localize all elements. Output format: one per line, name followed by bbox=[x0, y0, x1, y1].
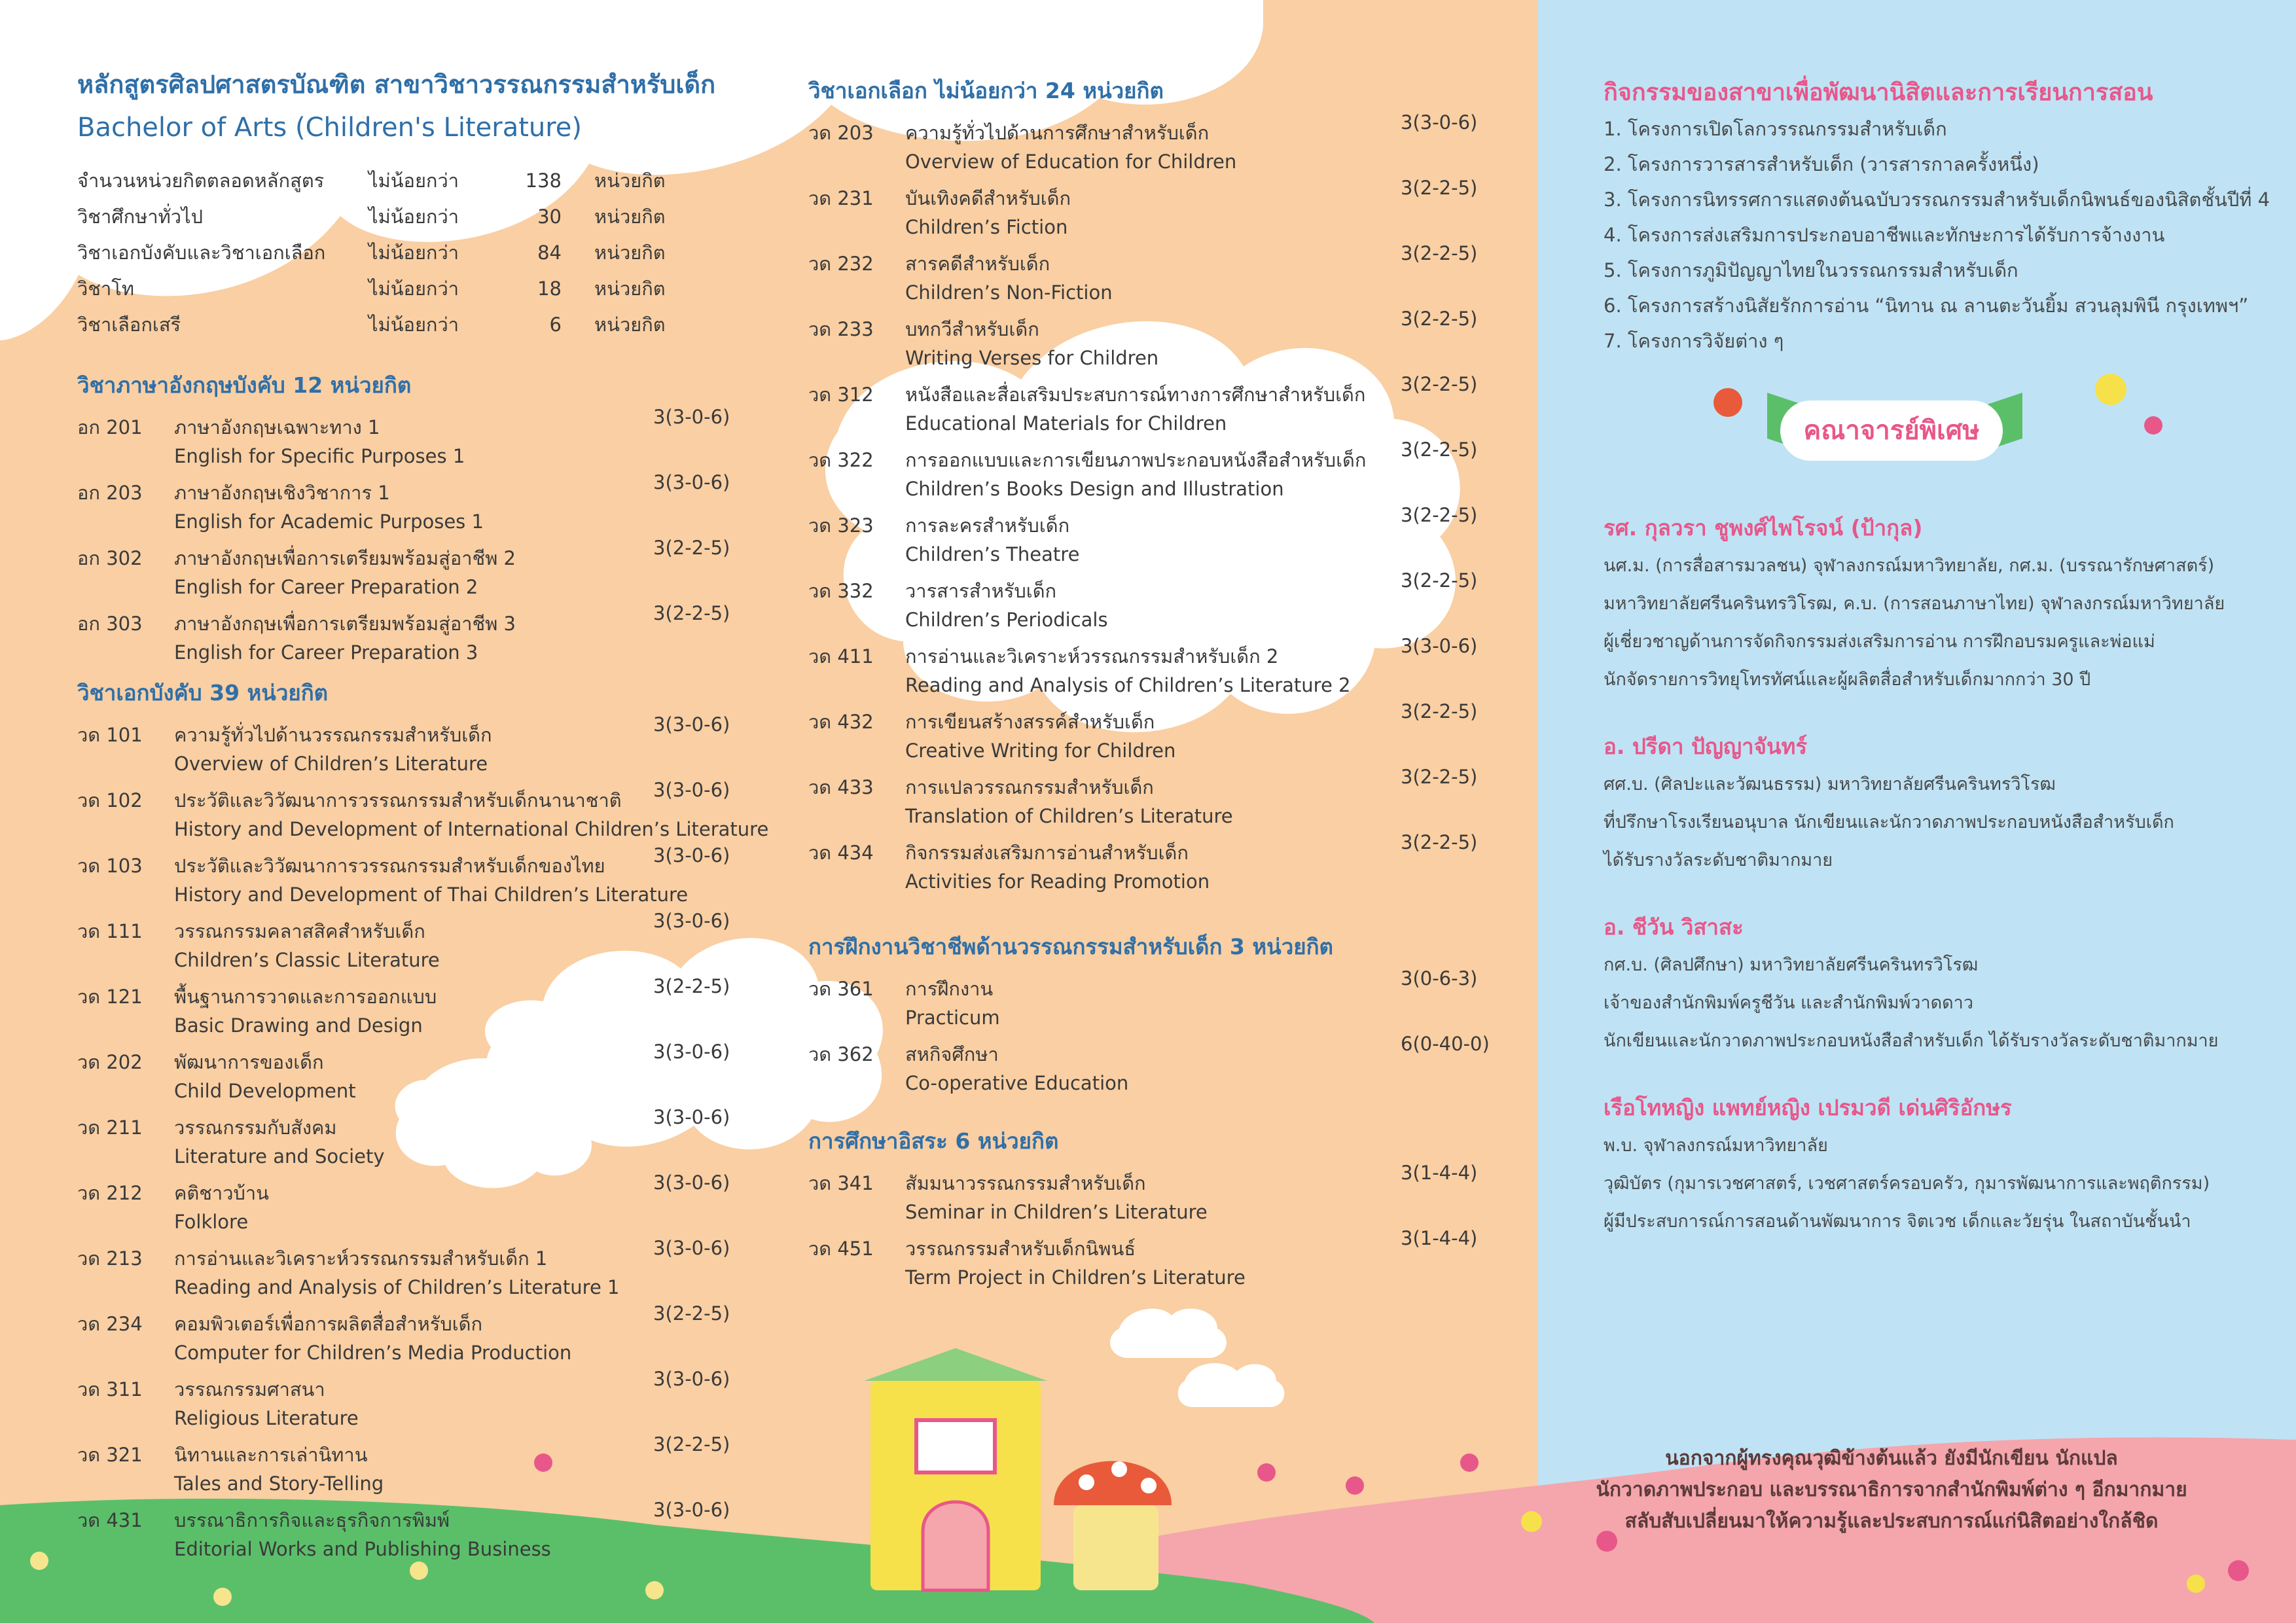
course-credit: 3(2-2-5) bbox=[1401, 569, 1478, 592]
course-row bbox=[77, 471, 730, 537]
course-code: อก 302 bbox=[77, 547, 143, 569]
lecturer-card bbox=[1604, 729, 2225, 883]
course-code: วด 432 bbox=[808, 711, 874, 733]
special-lecturers-title: คณาจารย์พิเศษ bbox=[1803, 416, 1980, 446]
course-name-english: Translation of Children’s Literature bbox=[905, 805, 1233, 827]
lecturer-name: อ. ชีวัน วิสาสะ bbox=[1604, 914, 1744, 940]
course-row bbox=[808, 177, 1478, 242]
course-credit: 3(3-0-6) bbox=[653, 779, 730, 801]
course-credit: 3(3-0-6) bbox=[653, 1171, 730, 1194]
lecturer-detail: กศ.บ. (ศิลปศึกษา) มหาวิทยาลัยศรีนครินทรวิโรฒ bbox=[1604, 955, 1979, 975]
credit-row bbox=[77, 162, 666, 198]
major-required-section bbox=[77, 675, 769, 1564]
course-name-thai: คติชาวบ้าน bbox=[174, 1182, 269, 1204]
course-credit: 3(3-0-6) bbox=[653, 1499, 730, 1521]
course-code: วด 232 bbox=[808, 253, 874, 275]
course-name-english: Writing Verses for Children bbox=[905, 347, 1159, 369]
course-credit: 6(0-40-0) bbox=[1401, 1033, 1490, 1055]
course-name-english: Tales and Story-Telling bbox=[174, 1472, 384, 1495]
course-code: อก 201 bbox=[77, 416, 143, 438]
credit-label: วิชาโท bbox=[77, 277, 134, 300]
credit-label: วิชาเลือกเสรี bbox=[77, 313, 181, 336]
credit-unit: หน่วยกิต bbox=[594, 205, 666, 228]
course-code: วด 411 bbox=[808, 645, 874, 668]
course-credit: 3(1-4-4) bbox=[1401, 1227, 1478, 1249]
section-title: การศึกษาอิสระ 6 หน่วยกิต bbox=[808, 1128, 1059, 1154]
course-code: วด 212 bbox=[77, 1182, 143, 1204]
course-name-english: Children’s Fiction bbox=[905, 216, 1068, 238]
course-row bbox=[808, 373, 1478, 438]
course-name-english: Overview of Children’s Literature bbox=[174, 753, 488, 775]
activities-list bbox=[1604, 114, 2270, 361]
course-credit: 3(2-2-5) bbox=[1401, 308, 1478, 330]
course-code: วด 312 bbox=[808, 383, 874, 406]
course-credit: 3(2-2-5) bbox=[653, 602, 730, 624]
lecturer-detail: มหาวิทยาลัยศรีนครินทรวิโรฒ, ค.บ. (การสอนภาษาไทย) จุฬาลงกรณ์มหาวิทยาลัย bbox=[1604, 594, 2225, 614]
credit-qualifier: ไม่น้อยกว่า bbox=[368, 205, 459, 228]
lecturer-name: รศ. กุลวรา ชูพงศ์ไพโรจน์ (ป้ากุล) bbox=[1604, 515, 1923, 541]
course-credit: 3(3-0-6) bbox=[653, 713, 730, 736]
course-name-thai: การละครสำหรับเด็ก bbox=[905, 514, 1070, 537]
course-name-thai: พัฒนาการของเด็ก bbox=[174, 1051, 324, 1073]
lecturer-detail: เจ้าของสำนักพิมพ์ครูชีวัน และสำนักพิมพ์วาดดาว bbox=[1604, 993, 1973, 1013]
course-code: วด 203 bbox=[808, 122, 874, 144]
credit-label: วิชาศึกษาทั่วไป bbox=[77, 205, 204, 228]
course-name-english: Children’s Periodicals bbox=[905, 609, 1108, 631]
course-code: วด 213 bbox=[77, 1247, 143, 1270]
course-name-english: Religious Literature bbox=[174, 1407, 359, 1429]
course-credit: 3(3-0-6) bbox=[653, 1237, 730, 1259]
course-credit: 3(2-2-5) bbox=[653, 1302, 730, 1325]
course-name-english: Co-operative Education bbox=[905, 1072, 1129, 1094]
credit-row bbox=[77, 270, 666, 306]
section-title: วิชาเอกบังคับ 39 หน่วยกิต bbox=[77, 680, 329, 705]
lecturer-detail: วุฒิบัตร (กุมารเวชศาสตร์, เวชศาสตร์ครอบครัว, กุมารพัฒนาการและพฤติกรรม) bbox=[1604, 1173, 2210, 1194]
course-name-thai: การอ่านและวิเคราะห์วรรณกรรมสำหรับเด็ก 2 bbox=[905, 645, 1279, 668]
activity-item: 4. โครงการส่งเสริมการประกอบอาชีพและทักษะการได้รับการจ้างงาน bbox=[1604, 224, 2165, 246]
credit-row bbox=[77, 198, 666, 234]
course-code: วด 202 bbox=[77, 1051, 143, 1073]
section-title: วิชาเอกเลือก ไม่น้อยกว่า 24 หน่วยกิต bbox=[808, 78, 1164, 103]
activity-item: 2. โครงการวารสารสำหรับเด็ก (วารสารกาลครั้งหนึ่ง) bbox=[1604, 153, 2039, 175]
course-credit: 3(2-2-5) bbox=[1401, 438, 1478, 461]
course-code: วด 233 bbox=[808, 318, 874, 340]
course-name-english: Children’s Theatre bbox=[905, 543, 1080, 565]
course-code: วด 322 bbox=[808, 449, 874, 471]
credit-row bbox=[77, 234, 666, 270]
course-code: วด 341 bbox=[808, 1172, 874, 1194]
course-name-english: English for Academic Purposes 1 bbox=[174, 510, 484, 533]
course-row bbox=[808, 111, 1478, 177]
course-code: วด 434 bbox=[808, 842, 874, 864]
course-name-english: Children’s Classic Literature bbox=[174, 949, 440, 971]
course-name-english: Children’s Non-Fiction bbox=[905, 281, 1113, 304]
course-name-english: Child Development bbox=[174, 1080, 356, 1102]
course-credit: 3(3-0-6) bbox=[653, 910, 730, 932]
course-name-thai: นิทานและการเล่านิทาน bbox=[174, 1444, 368, 1466]
course-code: อก 203 bbox=[77, 482, 143, 504]
credit-number: 6 bbox=[549, 313, 562, 336]
course-row bbox=[77, 975, 730, 1041]
course-code: วด 103 bbox=[77, 855, 143, 877]
course-code: วด 362 bbox=[808, 1043, 874, 1065]
course-name-thai: ความรู้ทั่วไปด้านการศึกษาสำหรับเด็ก bbox=[905, 122, 1210, 144]
course-row bbox=[808, 967, 1478, 1033]
course-credit: 3(3-0-6) bbox=[653, 406, 730, 428]
credit-qualifier: ไม่น้อยกว่า bbox=[368, 241, 459, 264]
lecturer-detail: พ.บ. จุฬาลงกรณ์มหาวิทยาลัย bbox=[1604, 1135, 1828, 1156]
course-name-english: Seminar in Children’s Literature bbox=[905, 1201, 1208, 1223]
course-row bbox=[808, 438, 1478, 504]
footer-line: นักวาดภาพประกอบ และบรรณาธิการจากสำนักพิมพ์ต่าง ๆ อีกมากมาย bbox=[1596, 1478, 2187, 1501]
course-code: วด 102 bbox=[77, 789, 143, 812]
course-row bbox=[77, 602, 730, 668]
course-credit: 3(3-0-6) bbox=[653, 1041, 730, 1063]
lecturer-card bbox=[1604, 910, 2225, 1064]
course-credit: 3(2-2-5) bbox=[653, 537, 730, 559]
course-row bbox=[808, 1162, 1478, 1227]
course-code: วด 231 bbox=[808, 187, 874, 209]
program-title-english: Bachelor of Arts (Children's Literature) bbox=[77, 113, 583, 143]
course-name-english: Term Project in Children’s Literature bbox=[905, 1266, 1246, 1289]
course-name-thai: การออกแบบและการเขียนภาพประกอบหนังสือสำหรับเด็ก bbox=[905, 449, 1367, 471]
lecturer-name: อ. ปรีดา ปัญญาจันทร์ bbox=[1604, 734, 1808, 759]
course-name-english: History and Development of International Children’s Literature bbox=[174, 818, 769, 840]
footer-line: สลับสับเปลี่ยนมาให้ความรู้และประสบการณ์แก่นิสิตอย่างใกล้ชิด bbox=[1624, 1510, 2159, 1533]
course-name-english: English for Specific Purposes 1 bbox=[174, 445, 465, 467]
course-name-thai: ประวัติและวิวัฒนาการวรรณกรรมสำหรับเด็กของไทย bbox=[174, 855, 605, 877]
course-name-thai: กิจกรรมส่งเสริมการอ่านสำหรับเด็ก bbox=[905, 842, 1189, 864]
course-name-english: Basic Drawing and Design bbox=[174, 1014, 423, 1037]
course-code: วด 121 bbox=[77, 986, 143, 1008]
course-row bbox=[77, 1368, 730, 1433]
course-row bbox=[808, 635, 1478, 700]
activity-item: 7. โครงการวิจัยต่าง ๆ bbox=[1604, 330, 1784, 352]
course-code: วด 321 bbox=[77, 1444, 143, 1466]
section-title: การฝึกงานวิชาชีพด้านวรรณกรรมสำหรับเด็ก 3 หน่วยกิต bbox=[808, 934, 1333, 959]
course-credit: 3(3-0-6) bbox=[653, 844, 730, 866]
course-name-english: Children’s Books Design and Illustration bbox=[905, 478, 1284, 500]
credit-number: 18 bbox=[537, 277, 562, 300]
credit-qualifier: ไม่น้อยกว่า bbox=[368, 277, 459, 300]
lecturer-name: เรือโทหญิง แพทย์หญิง เปรมวดี เด่นศิริอักษร bbox=[1604, 1095, 2012, 1120]
course-name-english: Practicum bbox=[905, 1007, 1000, 1029]
course-name-english: Reading and Analysis of Children’s Literature 1 bbox=[174, 1276, 620, 1298]
lecturer-detail: ผู้มีประสบการณ์การสอนด้านพัฒนาการ จิตเวช เด็กและวัยรุ่น ในสถาบันชั้นนำ bbox=[1604, 1211, 2191, 1232]
lecturer-card bbox=[1604, 1090, 2225, 1245]
course-credit: 3(2-2-5) bbox=[653, 975, 730, 997]
course-name-thai: หนังสือและสื่อเสริมประสบการณ์ทางการศึกษาสำหรับเด็ก bbox=[905, 383, 1366, 406]
course-name-english: English for Career Preparation 3 bbox=[174, 641, 478, 664]
credit-summary bbox=[77, 162, 666, 342]
course-row bbox=[808, 1227, 1478, 1293]
course-code: วด 101 bbox=[77, 724, 143, 746]
course-row bbox=[808, 1033, 1490, 1098]
course-row bbox=[77, 1171, 730, 1237]
credit-unit: หน่วยกิต bbox=[594, 169, 666, 192]
course-code: วด 234 bbox=[77, 1313, 143, 1335]
course-code: วด 311 bbox=[77, 1378, 143, 1400]
course-credit: 3(2-2-5) bbox=[1401, 766, 1478, 788]
credit-label: วิชาเอกบังคับและวิชาเอกเลือก bbox=[77, 241, 326, 264]
lecturer-detail: นักเขียนและนักวาดภาพประกอบหนังสือสำหรับเด็ก ได้รับรางวัลระดับชาติมากมาย bbox=[1604, 1031, 2219, 1051]
course-row bbox=[77, 713, 730, 779]
course-name-thai: วรรณกรรมศาสนา bbox=[174, 1378, 325, 1400]
course-name-thai: สหกิจศึกษา bbox=[905, 1043, 999, 1065]
credit-qualifier: ไม่น้อยกว่า bbox=[368, 169, 459, 192]
course-code: วด 111 bbox=[77, 920, 143, 942]
credit-number: 30 bbox=[537, 205, 562, 228]
course-name-thai: วรรณกรรมคลาสสิคสำหรับเด็ก bbox=[174, 920, 425, 942]
practicum-section bbox=[808, 929, 1490, 1098]
footer-note bbox=[1532, 1443, 2251, 1537]
course-name-thai: วารสารสำหรับเด็ก bbox=[905, 580, 1057, 602]
lecturer-card bbox=[1604, 510, 2225, 703]
credit-row bbox=[77, 306, 666, 342]
course-credit: 3(1-4-4) bbox=[1401, 1162, 1478, 1184]
course-name-thai: วรรณกรรมกับสังคม bbox=[174, 1116, 337, 1139]
course-name-thai: ภาษาอังกฤษเฉพาะทาง 1 bbox=[174, 416, 380, 438]
course-credit: 3(3-0-6) bbox=[1401, 111, 1478, 134]
course-row bbox=[808, 700, 1478, 766]
course-row bbox=[77, 1302, 730, 1368]
course-row bbox=[808, 766, 1478, 831]
course-row bbox=[77, 1433, 730, 1499]
course-row bbox=[77, 844, 730, 910]
course-name-english: Activities for Reading Promotion bbox=[905, 870, 1210, 893]
course-row bbox=[808, 504, 1478, 569]
course-name-thai: บรรณาธิการกิจและธุรกิจการพิมพ์ bbox=[174, 1509, 450, 1531]
course-code: อก 303 bbox=[77, 613, 143, 635]
course-name-thai: การอ่านและวิเคราะห์วรรณกรรมสำหรับเด็ก 1 bbox=[174, 1247, 548, 1270]
english-required-section bbox=[77, 368, 730, 668]
lecturer-detail: ศศ.บ. (ศิลปะและวัฒนธรรม) มหาวิทยาลัยศรีนครินทรวิโรฒ bbox=[1604, 774, 2056, 794]
course-code: วด 451 bbox=[808, 1238, 874, 1260]
activities-panel bbox=[1604, 73, 2270, 361]
course-row bbox=[77, 1499, 730, 1564]
course-credit: 3(2-2-5) bbox=[1401, 504, 1478, 526]
course-credit: 3(2-2-5) bbox=[653, 1433, 730, 1455]
course-code: วด 431 bbox=[77, 1509, 143, 1531]
lecturer-detail: นักจัดรายการวิทยุโทรทัศน์และผู้ผลิตสื่อสำหรับเด็กมากกว่า 30 ปี bbox=[1604, 669, 2091, 690]
course-name-thai: บทกวีสำหรับเด็ก bbox=[905, 318, 1039, 340]
course-row bbox=[77, 537, 730, 602]
course-name-english: Literature and Society bbox=[174, 1145, 385, 1168]
credit-unit: หน่วยกิต bbox=[594, 241, 666, 264]
course-row bbox=[77, 406, 730, 471]
activity-item: 3. โครงการนิทรรศการแสดงต้นฉบับวรรณกรรมสำหรับเด็กนิพนธ์ของนิสิตชั้นปีที่ 4 bbox=[1604, 188, 2270, 211]
course-name-thai: ภาษาอังกฤษเพื่อการเตรียมพร้อมสู่อาชีพ 3 bbox=[174, 613, 516, 635]
course-credit: 3(3-0-6) bbox=[1401, 635, 1478, 657]
course-name-thai: วรรณกรรมสำหรับเด็กนิพนธ์ bbox=[905, 1238, 1136, 1260]
section-title: วิชาภาษาอังกฤษบังคับ 12 หน่วยกิต bbox=[77, 372, 412, 398]
course-credit: 3(3-0-6) bbox=[653, 1368, 730, 1390]
course-row bbox=[808, 242, 1478, 308]
course-row bbox=[77, 779, 769, 844]
course-row bbox=[77, 910, 730, 975]
course-row bbox=[808, 569, 1478, 635]
activity-item: 6. โครงการสร้างนิสัยรักการอ่าน “นิทาน ณ ลานตะวันยิ้ม สวนลุมพินี กรุงเทพฯ” bbox=[1604, 294, 2249, 317]
course-credit: 3(2-2-5) bbox=[1401, 831, 1478, 853]
course-name-thai: บันเทิงคดีสำหรับเด็ก bbox=[905, 187, 1071, 209]
credit-unit: หน่วยกิต bbox=[594, 277, 666, 300]
special-lecturers-badge bbox=[1780, 401, 2003, 461]
course-name-thai: การแปลวรรณกรรมสำหรับเด็ก bbox=[905, 776, 1154, 798]
credit-number: 84 bbox=[537, 241, 562, 264]
program-title: หลักสูตรศิลปศาสตรบัณฑิต สาขาวิชาวรรณกรรมสำหรับเด็ก bbox=[77, 70, 716, 99]
activity-item: 5. โครงการภูมิปัญญาไทยในวรรณกรรมสำหรับเด็ก bbox=[1604, 259, 2018, 281]
course-credit: 3(2-2-5) bbox=[1401, 700, 1478, 722]
course-name-thai: ความรู้ทั่วไปด้านวรรณกรรมสำหรับเด็ก bbox=[174, 724, 492, 746]
course-code: วด 361 bbox=[808, 978, 874, 1000]
lecturer-detail: นศ.ม. (การสื่อสารมวลชน) จุฬาลงกรณ์มหาวิทยาลัย, กศ.ม. (บรรณารักษศาสตร์) bbox=[1604, 556, 2215, 576]
lecturer-detail: ได้รับรางวัลระดับชาติมากมาย bbox=[1604, 850, 1833, 870]
independent-study-section bbox=[808, 1124, 1478, 1293]
course-name-english: English for Career Preparation 2 bbox=[174, 576, 478, 598]
course-credit: 3(3-0-6) bbox=[653, 471, 730, 493]
course-credit: 3(0-6-3) bbox=[1401, 967, 1478, 990]
credit-unit: หน่วยกิต bbox=[594, 313, 666, 336]
course-code: วด 332 bbox=[808, 580, 874, 602]
credit-label: จำนวนหน่วยกิตตลอดหลักสูตร bbox=[77, 169, 325, 192]
credit-qualifier: ไม่น้อยกว่า bbox=[368, 313, 459, 336]
course-name-thai: ประวัติและวิวัฒนาการวรรณกรรมสำหรับเด็กนานาชาติ bbox=[174, 789, 622, 812]
activities-title: กิจกรรมของสาขาเพื่อพัฒนานิสิตและการเรียนการสอน bbox=[1604, 79, 2153, 106]
major-elective-section bbox=[808, 73, 1478, 897]
course-name-english: Educational Materials for Children bbox=[905, 412, 1227, 435]
course-name-thai: พื้นฐานการวาดและการออกแบบ bbox=[174, 986, 437, 1008]
course-name-english: Computer for Children’s Media Production bbox=[174, 1342, 572, 1364]
lecturer-detail: ผู้เชี่ยวชาญด้านการจัดกิจกรรมส่งเสริมการอ่าน การฝึกอบรมครูและพ่อแม่ bbox=[1604, 632, 2155, 652]
course-row bbox=[808, 831, 1478, 897]
credit-number: 138 bbox=[525, 169, 562, 192]
course-code: วด 211 bbox=[77, 1116, 143, 1139]
course-row bbox=[808, 308, 1478, 373]
course-credit: 3(2-2-5) bbox=[1401, 177, 1478, 199]
course-credit: 3(3-0-6) bbox=[653, 1106, 730, 1128]
footer-line: นอกจากผู้ทรงคุณวุฒิข้างต้นแล้ว ยังมีนักเขียน นักแปล bbox=[1665, 1447, 2118, 1470]
course-name-english: Folklore bbox=[174, 1211, 249, 1233]
course-name-thai: ภาษาอังกฤษเชิงวิชาการ 1 bbox=[174, 482, 390, 504]
course-name-thai: การเขียนสร้างสรรค์สำหรับเด็ก bbox=[905, 711, 1155, 733]
course-name-english: Overview of Education for Children bbox=[905, 151, 1237, 173]
course-row bbox=[77, 1106, 730, 1171]
course-name-thai: คอมพิวเตอร์เพื่อการผลิตสื่อสำหรับเด็ก bbox=[174, 1313, 483, 1335]
lecturers-list bbox=[1604, 510, 2225, 1271]
course-name-english: Editorial Works and Publishing Business bbox=[174, 1538, 551, 1560]
course-name-english: History and Development of Thai Children’s Literature bbox=[174, 883, 689, 906]
course-credit: 3(2-2-5) bbox=[1401, 373, 1478, 395]
course-name-thai: สัมมนาวรรณกรรมสำหรับเด็ก bbox=[905, 1172, 1146, 1194]
course-code: วด 433 bbox=[808, 776, 874, 798]
lecturer-detail: ที่ปรึกษาโรงเรียนอนุบาล นักเขียนและนักวาดภาพประกอบหนังสือสำหรับเด็ก bbox=[1604, 812, 2174, 832]
course-row bbox=[77, 1237, 730, 1302]
course-name-english: Creative Writing for Children bbox=[905, 740, 1176, 762]
course-name-thai: ภาษาอังกฤษเพื่อการเตรียมพร้อมสู่อาชีพ 2 bbox=[174, 547, 516, 569]
course-name-thai: สารคดีสำหรับเด็ก bbox=[905, 253, 1050, 275]
course-credit: 3(2-2-5) bbox=[1401, 242, 1478, 264]
course-name-english: Reading and Analysis of Children’s Literature 2 bbox=[905, 674, 1351, 696]
activity-item: 1. โครงการเปิดโลกวรรณกรรมสำหรับเด็ก bbox=[1604, 118, 1947, 140]
course-code: วด 323 bbox=[808, 514, 874, 537]
course-name-thai: การฝึกงาน bbox=[905, 978, 994, 1000]
course-row bbox=[77, 1041, 730, 1106]
